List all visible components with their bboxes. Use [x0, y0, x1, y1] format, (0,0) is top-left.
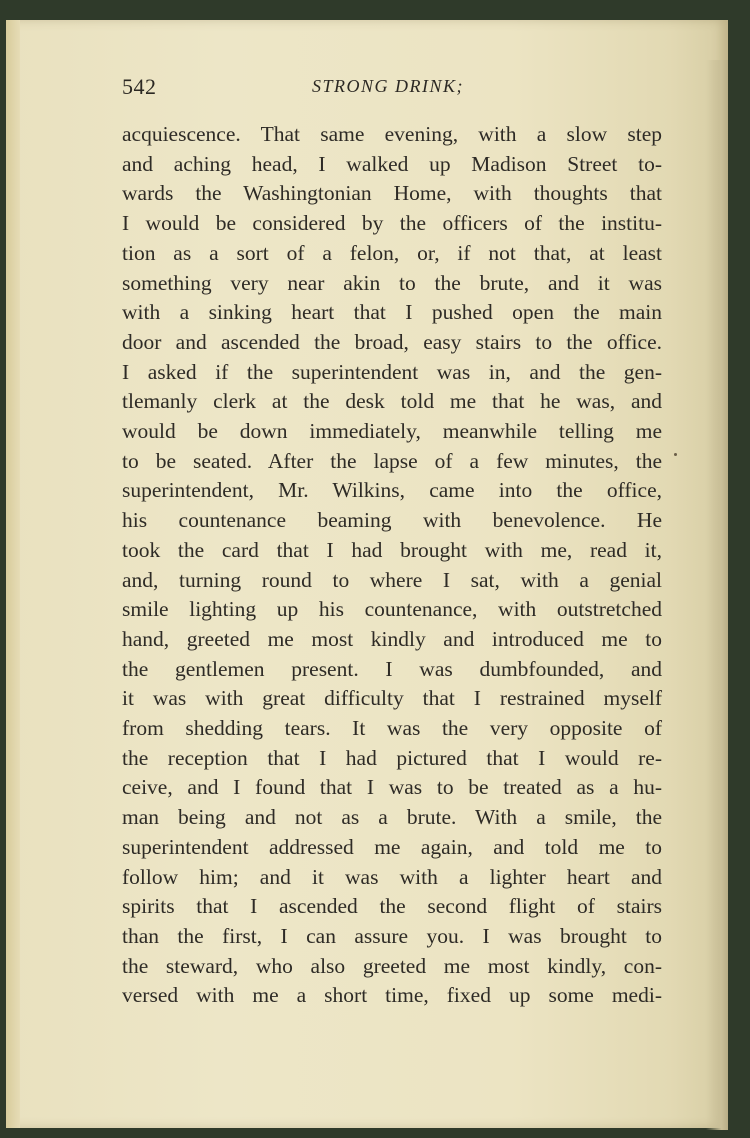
text-line: it was with great difficulty that I restrained myself	[122, 686, 662, 711]
text-line: something very near akin to the brute, and it was	[122, 270, 662, 295]
text-line: with a sinking heart that I pushed open the main	[122, 300, 662, 325]
page-binding-shadow	[706, 60, 728, 1130]
paper-speck	[674, 453, 677, 456]
text-line: wards the Washingtonian Home, with thoughts that	[122, 181, 662, 206]
text-line: smile lighting up his countenance, with outstretched	[122, 597, 662, 622]
text-line: man being and not as a brute. With a smile, the	[122, 805, 662, 830]
text-line: hand, greeted me most kindly and introduced me to	[122, 626, 662, 651]
text-line: follow him; and it was with a lighter heart and	[122, 864, 662, 889]
text-line: the gentlemen present. I was dumbfounded, and	[122, 656, 662, 681]
page-edge	[6, 20, 20, 1128]
text-line: I would be considered by the officers of the institu-	[122, 211, 662, 236]
text-line: and, turning round to where I sat, with a genial	[122, 567, 662, 592]
text-line: versed with me a short time, fixed up some medi-	[122, 983, 662, 1008]
text-line: took the card that I had brought with me, read it,	[122, 537, 662, 562]
text-line: and aching head, I walked up Madison Street to-	[122, 151, 662, 176]
text-line: superintendent addressed me again, and told me to	[122, 834, 662, 859]
text-line: ceive, and I found that I was to be treated as a hu-	[122, 775, 662, 800]
text-line: acquiescence. That same evening, with a slow step	[122, 122, 662, 146]
text-line: to be seated. After the lapse of a few minutes, the	[122, 448, 662, 473]
text-line: from shedding tears. It was the very opposite of	[122, 716, 662, 741]
page-header	[122, 74, 682, 114]
text-line: door and ascended the broad, easy stairs to the office.	[122, 329, 662, 354]
text-line: his countenance beaming with benevolence. He	[122, 508, 662, 533]
text-line: would be down immediately, meanwhile telling me	[122, 419, 662, 444]
text-line: tlemanly clerk at the desk told me that he was, and	[122, 389, 662, 414]
text-line: superintendent, Mr. Wilkins, came into the office,	[122, 478, 662, 503]
page-number: 542	[122, 74, 157, 99]
text-line: than the first, I can assure you. I was brought to	[122, 923, 662, 948]
text-line: I asked if the superintendent was in, and the gen-	[122, 359, 662, 384]
running-head: STRONG DRINK;	[312, 76, 465, 96]
text-line: the steward, who also greeted me most kindly, con-	[122, 953, 662, 978]
text-line: the reception that I had pictured that I would re-	[122, 745, 662, 770]
text-line: tion as a sort of a felon, or, if not that, at least	[122, 240, 662, 265]
text-line: spirits that I ascended the second flight of stairs	[122, 894, 662, 919]
body-text	[122, 120, 662, 1011]
